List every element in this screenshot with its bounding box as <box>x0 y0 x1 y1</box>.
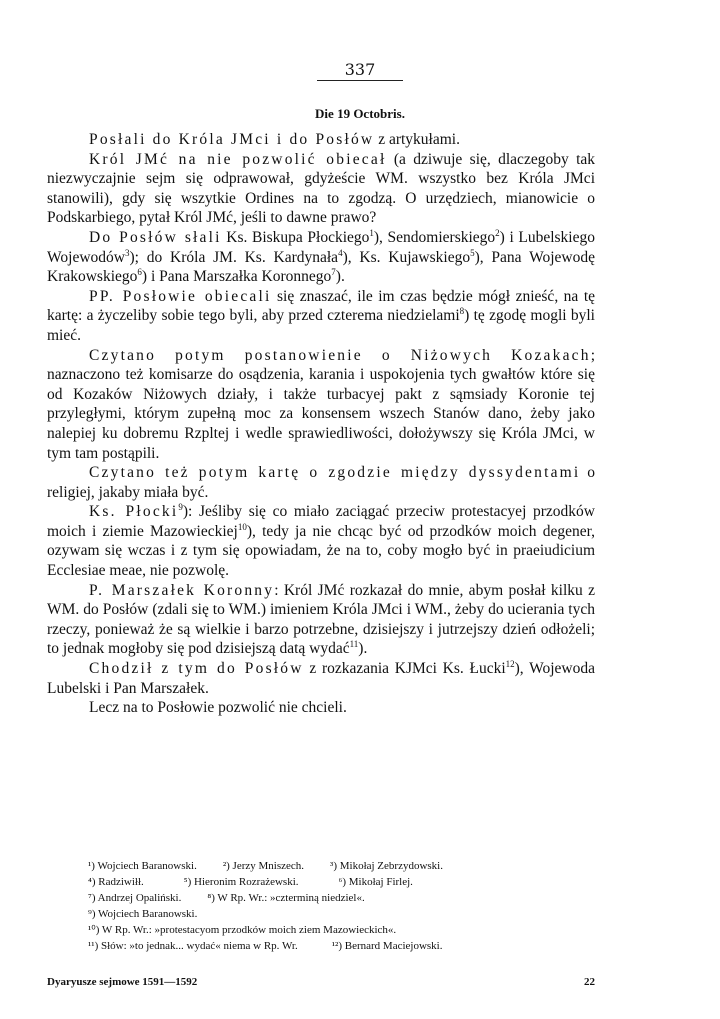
footnote-ref: 8 <box>459 306 465 317</box>
footnote-2: ²) Jerzy Mniszech. <box>222 860 305 872</box>
paragraph-7: Ks. Płocki$^9$): Jeśliby się co miało zaciągać przeciw protestacyej przodków moich i ziemie Mazowieckiej$^{10}$), tedy ja nie chcąc być od przodków moich degener, ozywam się wczas i z tym się opowiadam, że na to, coby mogło być in praeiudicium Ecclesiae meae, nie pozwolę. <box>47 502 596 580</box>
footnote-11: ¹¹) Słów: »to jednak... wydać« niema w Rp. Wr. <box>88 940 298 952</box>
footnote-ref: 1 <box>369 227 374 238</box>
footnotes <box>88 858 608 954</box>
paragraph-6: Czytano też potym kartę o zgodzie między dyssydentami o religiej, jakaby miała być. <box>47 464 595 501</box>
footnote-row <box>88 874 608 890</box>
paragraph-4: PP. Posłowie obiecali się znaszać, ile im czas będzie mógł znieść, na tę kartę: a życzeliby sobie tego byli, aby przed czterema niedzielami$^8$) tę zgodę mogli byli mieć. <box>47 287 595 344</box>
footnote-ref: 10 <box>237 521 247 532</box>
footnote-1: ¹) Wojciech Baranowski. <box>88 860 197 872</box>
paragraph-8: P. Marszałek Koronny: Król JMć rozkazał do mnie, abym posłał kilku z WM. do Posłów (zdali się to WM.) imieniem Króla JMci i WM., żeby do ucierania tych rzeczy, ponieważ że są wielkie i barzo potrzebne, dzisiejszy i jutrzejszy dzień odłożeli; to jednak mogłoby się pod dzisiejszą datą wydać$^{11}$). <box>47 581 596 658</box>
footnote-row <box>88 890 608 906</box>
footnote-ref: 7 <box>331 267 336 277</box>
footnote-4: ⁴) Radziwiłł. <box>88 876 144 888</box>
footnote-ref: 2 <box>495 227 500 238</box>
footnote-8: ⁸) W Rp. Wr.: »czterminą niedziel«. <box>207 892 365 904</box>
footer-publication-title: Dyaryusze sejmowe 1591—1592 <box>47 976 198 988</box>
paragraph-10: Lecz na to Posłowie pozwolić nie chcieli. <box>89 699 347 717</box>
paragraph-2: Król JMć na nie pozwolić obiecał (a dziwuje się, dlaczegoby tak niezwyczajnie sejm się odprawował, gdyżeście WM. wszystko bez Króla JMci stanowili), gdy się wszytkie Ordines na to zgodzą. O urzędziech, mianowicie o Podskarbiego, pytał Król JMć, jeśli to dawne prawo? <box>47 150 596 227</box>
page-number: 337 <box>0 60 720 81</box>
footnote-row <box>88 938 608 954</box>
paragraph-5: Czytano potym postanowienie o Niżowych Kozakach; naznaczono też komisarze do osądzenia, karania i uspokojenia tych gwałtów które się od Kozaków Niżowych działy, i także turbacyej pakt z sąmsiady Koronie tej przyległymi, którym zupełną moc za konsensem wszech Stanów dano, żeby jako nalepiej ku dobremu Rzpltej i wedle sprawiedliwości, dołożywszy się Króla JMci, w tym tam postąpili. <box>47 346 595 462</box>
body-text <box>47 130 595 718</box>
footnote-9: ⁹) Wojciech Baranowski. <box>88 908 198 920</box>
footnote-ref: 12 <box>505 658 515 669</box>
footnote-7: ⁷) Andrzej Opaliński. <box>88 892 182 904</box>
footnote-3: ³) Mikołaj Zebrzydowski. <box>330 860 443 872</box>
footnote-ref: 6 <box>137 267 142 277</box>
paragraph-1: Posłali do Króla JMci i do Posłów z artykułami. <box>89 131 460 148</box>
paragraph-9: Chodził z tym do Posłów z rozkazania KJMci Ks. Łucki$^{12}$), Wojewoda Lubelski i Pan Marszałek. <box>47 658 596 697</box>
footnote-row <box>88 906 608 922</box>
footnote-ref: 11 <box>349 639 359 650</box>
footnote-12: ¹²) Bernard Maciejowski. <box>331 940 443 952</box>
footnote-ref: 9 <box>178 502 183 513</box>
footer-signature-number: 22 <box>584 976 595 988</box>
footnote-ref: 3 <box>124 247 130 258</box>
section-heading: Die 19 Octobris. <box>315 106 405 121</box>
footnote-row <box>88 922 608 938</box>
footnote-row <box>88 858 608 874</box>
footnote-ref: 4 <box>338 247 343 258</box>
footnote-10: ¹⁰) W Rp. Wr.: »protestacyom przodków moich ziem Mazowieckich«. <box>88 924 397 936</box>
footnote-5: ⁵) Hieronim Rozrażewski. <box>183 876 299 888</box>
paragraph-3: Do Posłów słali Ks. Biskupa Płockiego$^1$), Sendomierskiego$^2$) i Lubelskiego Wojewodów$^3$); do Króla JM. Ks. Kardynała$^4$), Ks. Kujawskiego$^5$), Pana Wojewodę Krakowskiego$^6$) i Pana Marszałka Koronnego$^7$). <box>47 227 595 286</box>
footnote-6: ⁶) Mikołaj Firlej. <box>338 876 413 888</box>
footnote-ref: 5 <box>470 247 475 258</box>
